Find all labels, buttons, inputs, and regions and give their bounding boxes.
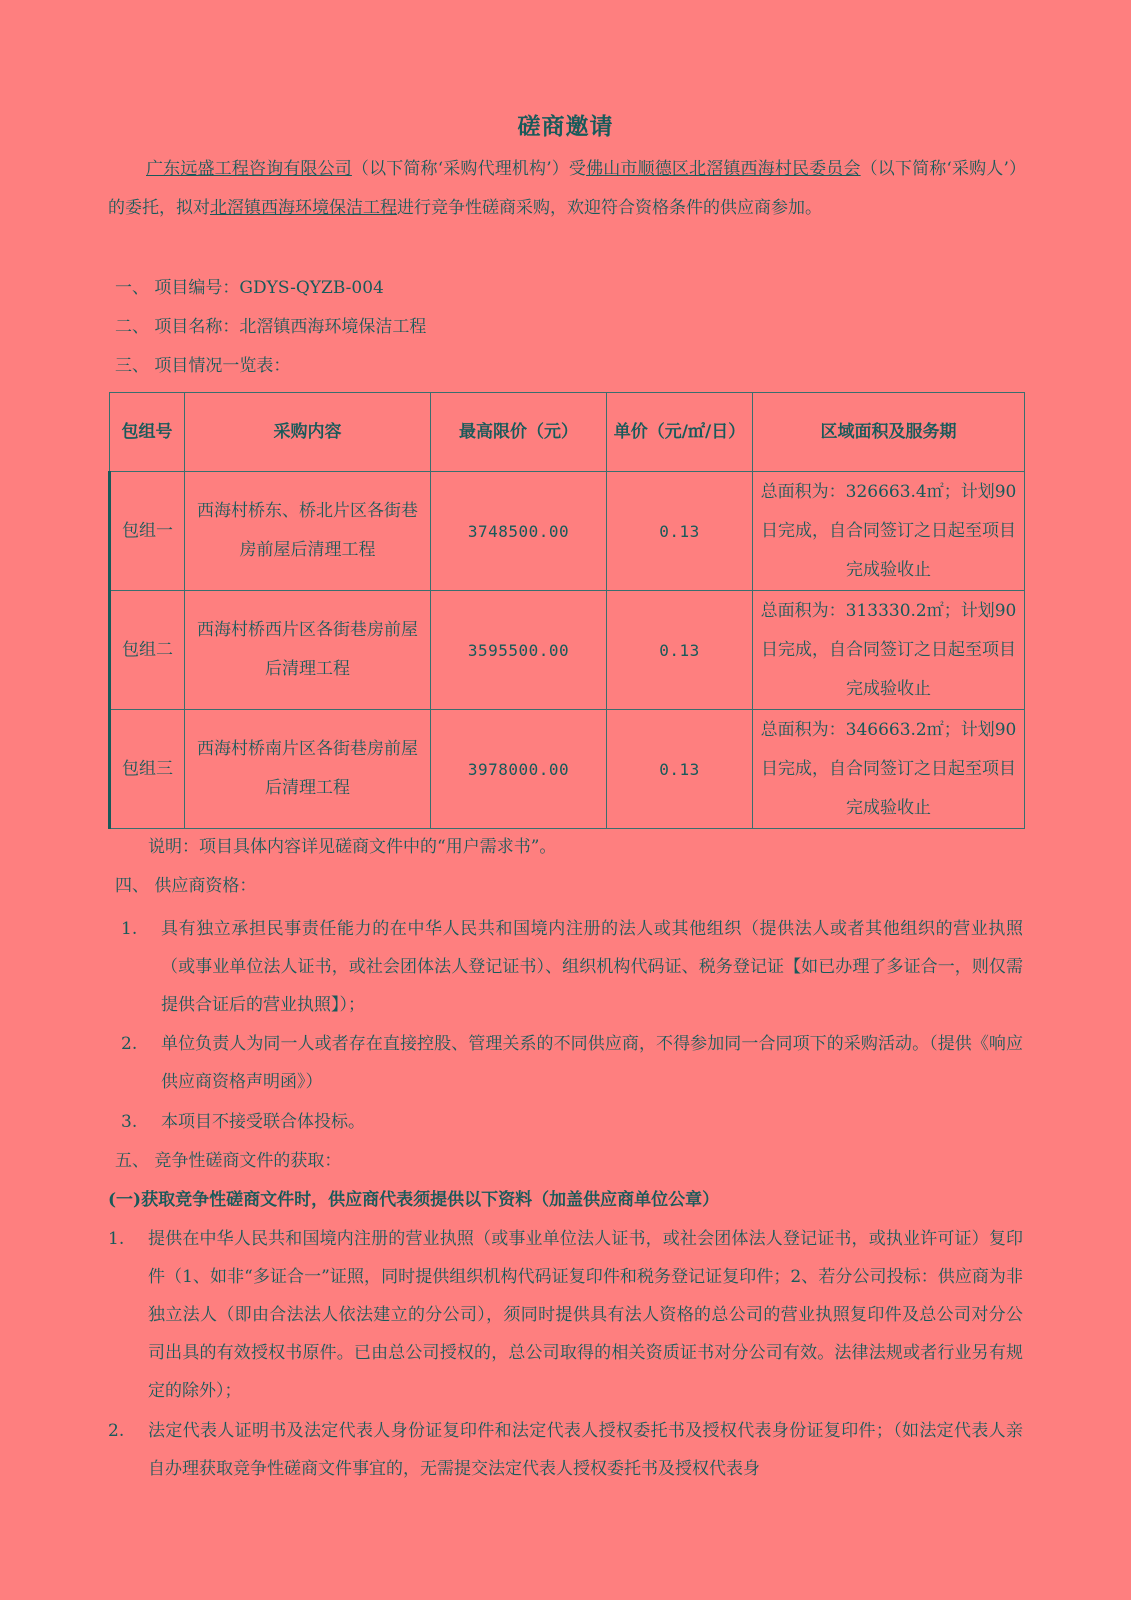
cell-price: 3595500.00 [431, 591, 607, 710]
cell-price: 3978000.00 [431, 710, 607, 829]
table-header-row [110, 393, 1025, 472]
header-max-price: 最高限价（元） [431, 393, 607, 472]
cell-content: 西海村桥南片区各街巷房前屋后清理工程 [185, 710, 431, 829]
qualification-item: 本项目不接受联合体投标。 [161, 1112, 365, 1132]
header-group: 包组号 [110, 393, 185, 472]
table-heading: 三、 项目情况一览表： [115, 356, 291, 376]
materials-subheading: (一)获取竞争性磋商文件时，供应商代表须提供以下资料（加盖供应商单位公章） [108, 1190, 720, 1210]
material-number: 2. [108, 1421, 125, 1441]
intro-text-3: 进行竞争性磋商采购，欢迎符合资格条件的供应商参加。 [397, 198, 822, 218]
qualification-number: 3. [121, 1112, 138, 1132]
table-row [110, 472, 1025, 591]
table-note: 说明：项目具体内容详见磋商文件中的“用户需求书”。 [148, 837, 557, 857]
purchaser-name: 佛山市顺德区北滘镇西海村民委员会 [586, 159, 861, 179]
cell-unit-price: 0.13 [607, 710, 753, 829]
material-item: 提供在中华人民共和国境内注册的营业执照（或事业单位法人证书，或社会团体法人登记证书，或执业许可证）复印件（1、如非“多证合一”证照，同时提供组织机构代码证复印件和税务登记证复印件；2、若分公司投标：供应商为非独立法人（即由合法法人依法建立的分公司），须同时提供具有法人资格的总公司的营业执照复印件及总公司对分公司出具的有效授权书原件。已由总公司授权的，总公司取得的相关资质证书对分公司有效。法律法规或者行业另有规定的除外）； [148, 1229, 1023, 1401]
project-table [108, 392, 1025, 829]
table-row [110, 591, 1025, 710]
intro-text-2: （以下简称‘采购人’）的委托，拟对 [108, 159, 1027, 218]
qualification-number: 1. [121, 919, 138, 939]
intro-paragraph [108, 150, 1026, 228]
cell-group: 包组一 [110, 472, 185, 591]
cell-content: 西海村桥西片区各街巷房前屋后清理工程 [185, 591, 431, 710]
cell-area: 总面积为：313330.2㎡；计划90日完成，自合同签订之日起至项目完成验收止 [753, 591, 1025, 710]
cell-content: 西海村桥东、桥北片区各街巷房前屋后清理工程 [185, 472, 431, 591]
header-content: 采购内容 [185, 393, 431, 472]
table-row [110, 710, 1025, 829]
document-acquisition-heading: 五、 竞争性磋商文件的获取： [115, 1151, 342, 1171]
cell-group: 包组三 [110, 710, 185, 829]
intro-text-1: （以下简称‘采购代理机构’）受 [351, 159, 587, 179]
qualification-heading: 四、 供应商资格： [115, 876, 257, 896]
project-number: 一、 项目编号：GDYS-QYZB-004 [115, 278, 384, 298]
page-title: 磋商邀请 [517, 113, 614, 140]
header-unit-price: 单价（元/㎡/日） [607, 393, 753, 472]
material-number: 1. [108, 1229, 125, 1249]
material-item: 法定代表人证明书及法定代表人身份证复印件和法定代表人授权委托书及授权代表身份证复印件；（如法定代表人亲自办理获取竞争性磋商文件事宜的，无需提交法定代表人授权委托书及授权代表身 [148, 1421, 1023, 1479]
qualification-item: 具有独立承担民事责任能力的在中华人民共和国境内注册的法人或其他组织（提供法人或者其他组织的营业执照（或事业单位法人证书，或社会团体法人登记证书）、组织机构代码证、税务登记证【如已办理了多证合一，则仅需提供合证后的营业执照】）； [161, 919, 1023, 1015]
project-name: 北滘镇西海环境保洁工程 [210, 198, 397, 218]
agent-name: 广东远盛工程咨询有限公司 [146, 159, 352, 179]
qualification-item: 单位负责人为同一人或者存在直接控股、管理关系的不同供应商，不得参加同一合同项下的采购活动。（提供《响应供应商资格声明函》） [161, 1034, 1023, 1092]
qualification-number: 2. [121, 1034, 138, 1054]
cell-area: 总面积为：346663.2㎡；计划90日完成，自合同签订之日起至项目完成验收止 [753, 710, 1025, 829]
cell-unit-price: 0.13 [607, 591, 753, 710]
cell-group: 包组二 [110, 591, 185, 710]
cell-unit-price: 0.13 [607, 472, 753, 591]
project-title-line: 二、 项目名称：北滘镇西海环境保洁工程 [115, 317, 427, 337]
header-area: 区域面积及服务期 [753, 393, 1025, 472]
cell-area: 总面积为：326663.4㎡；计划90日完成，自合同签订之日起至项目完成验收止 [753, 472, 1025, 591]
cell-price: 3748500.00 [431, 472, 607, 591]
